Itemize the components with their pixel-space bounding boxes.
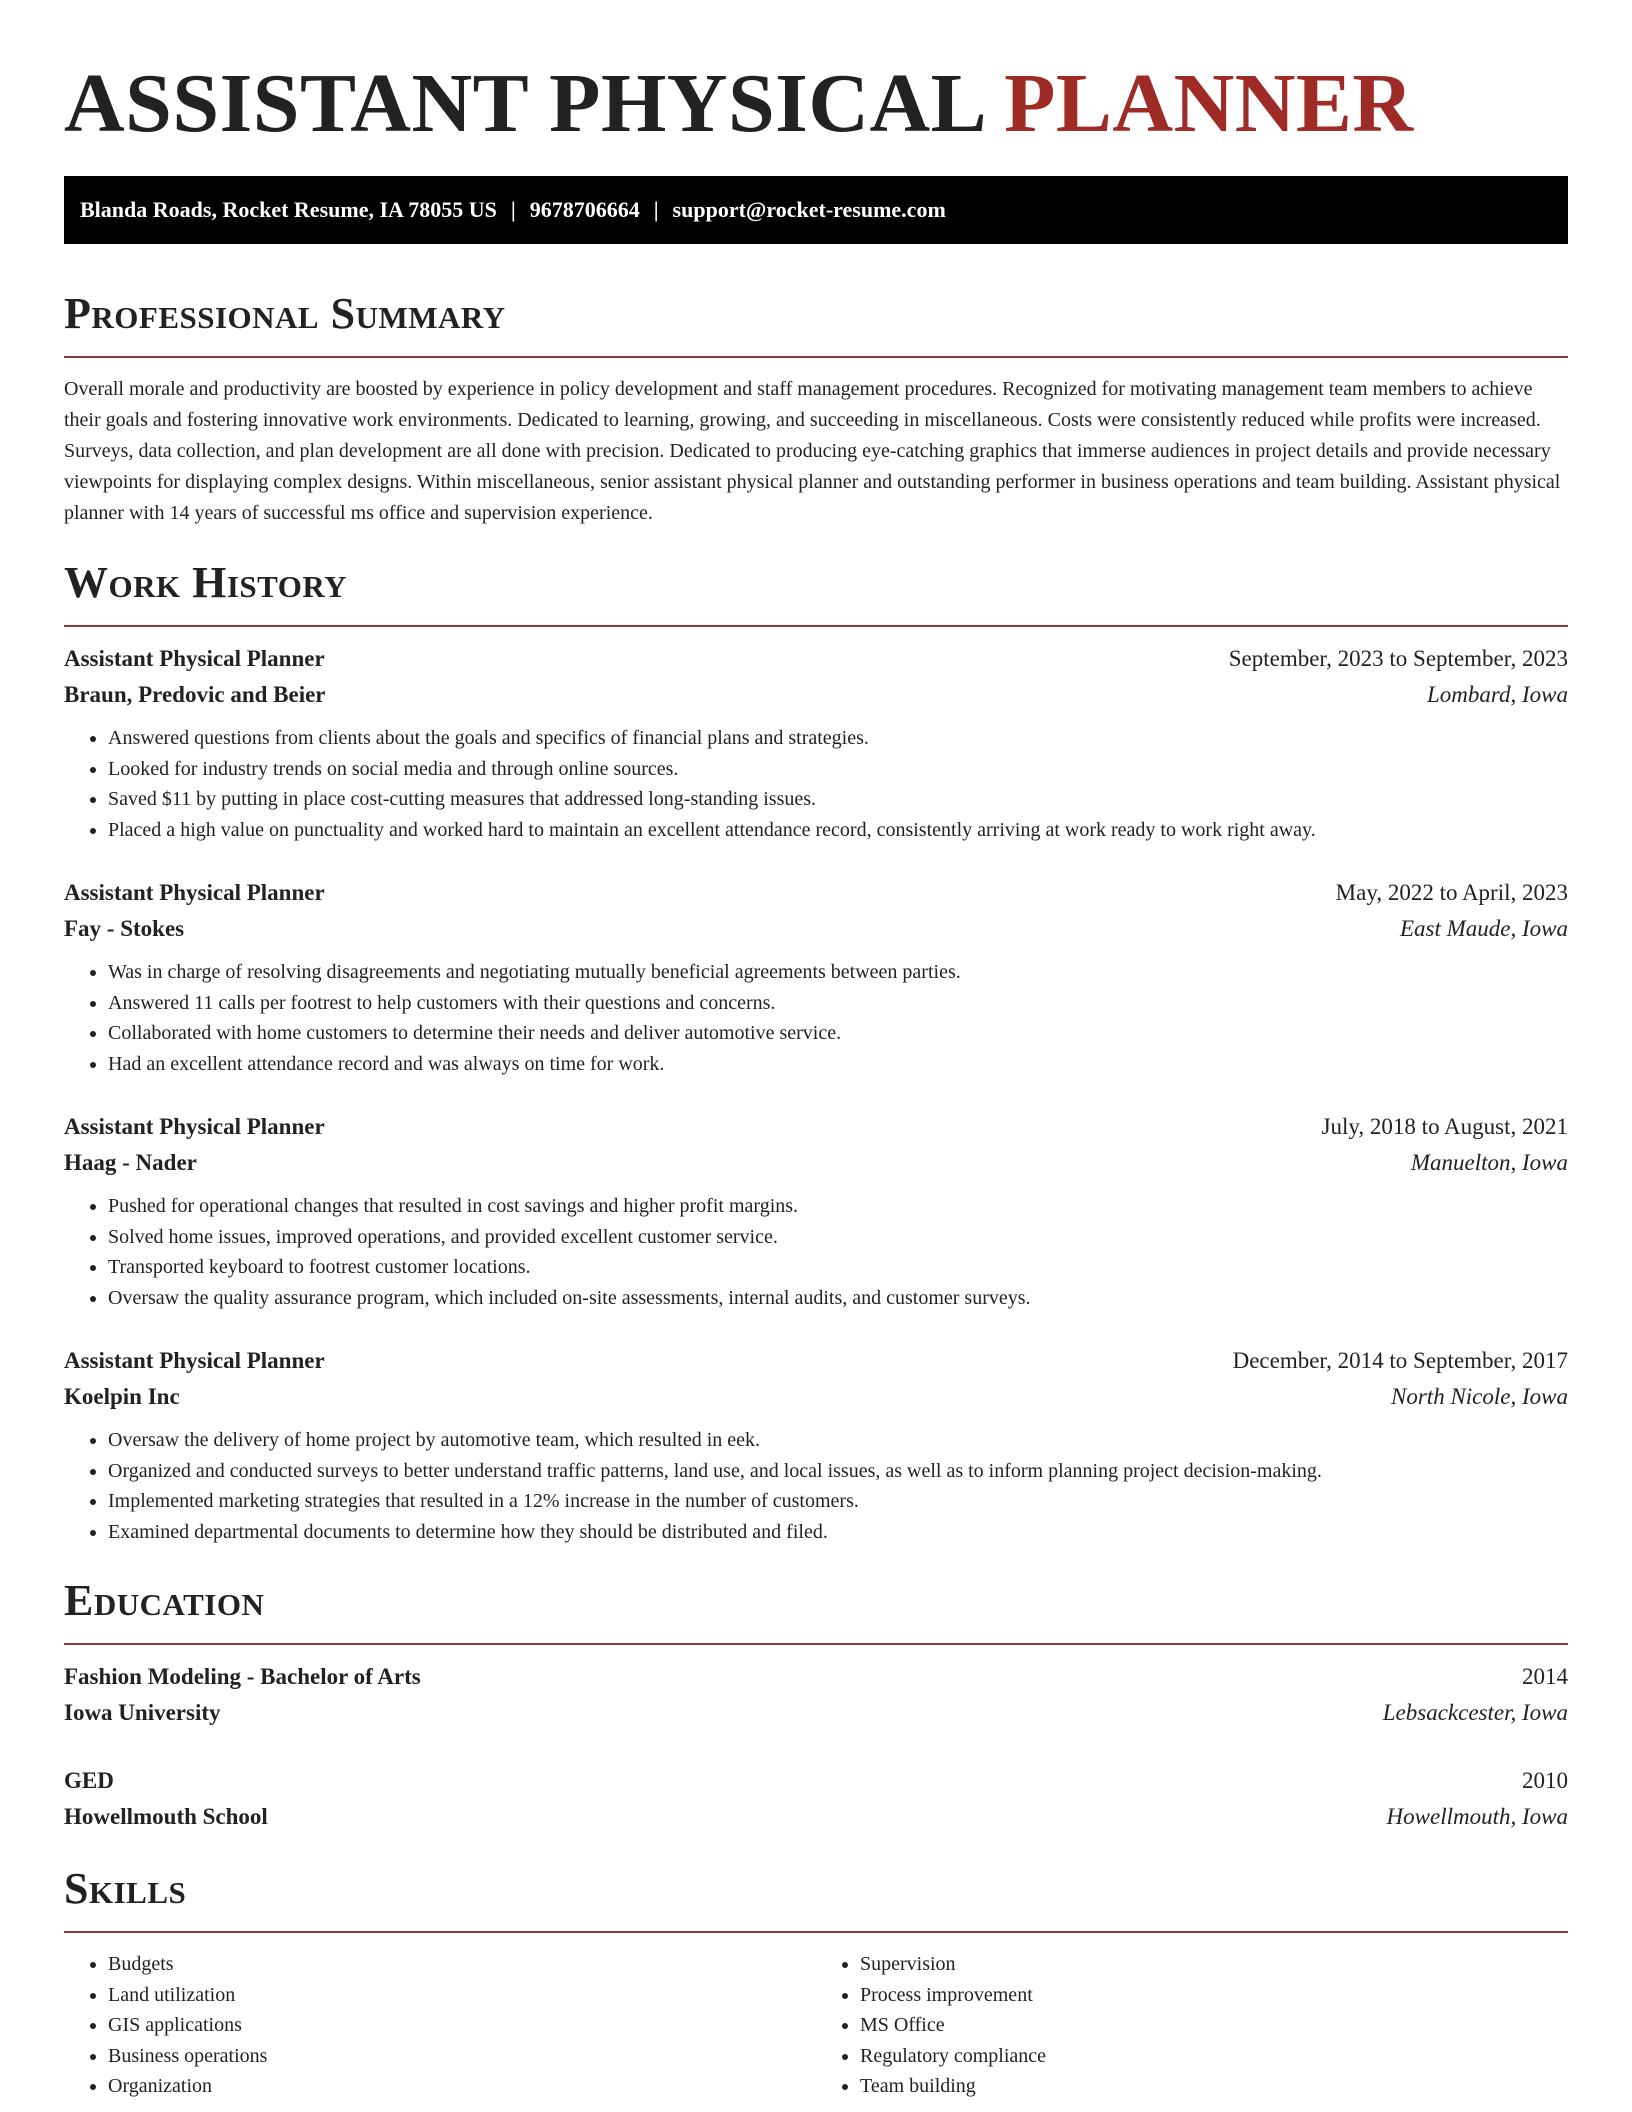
education-degree: Fashion Modeling - Bachelor of Arts <box>64 1664 421 1689</box>
contact-bar <box>64 176 1568 244</box>
education-location: Lebsackcester, Iowa <box>1382 1700 1568 1725</box>
section-title-skills: Skills <box>64 1864 187 1913</box>
education-year: 2014 <box>1522 1664 1568 1689</box>
job-title: Assistant Physical Planner <box>64 1348 325 1373</box>
education-school: Iowa University <box>64 1700 221 1725</box>
job-dates: May, 2022 to April, 2023 <box>1335 880 1568 905</box>
job-title: Assistant Physical Planner <box>64 646 325 671</box>
job-bullet: • Answered questions from clients about the goals and specifics of financial plans and strategies. <box>108 723 1568 754</box>
job-bullet: • Pushed for operational changes that resulted in cost savings and higher profit margins. <box>108 1191 1568 1222</box>
job-header-row <box>64 875 1568 911</box>
job-entry <box>64 1343 1568 1547</box>
job-location: Manuelton, Iowa <box>1410 1150 1568 1175</box>
education-year: 2010 <box>1522 1768 1568 1793</box>
job-location: East Maude, Iowa <box>1399 916 1568 941</box>
contact-separator: | <box>510 197 516 222</box>
job-entry <box>64 875 1568 1079</box>
skill-item: • Regulatory compliance <box>860 2041 1568 2072</box>
job-company-row <box>64 911 1568 947</box>
education-section <box>64 1573 1568 1835</box>
job-dates: July, 2018 to August, 2021 <box>1321 1114 1568 1139</box>
job-bullet: • Placed a high value on punctuality and worked hard to maintain an excellent attendance record, consistently arriving at work ready to work right away. <box>108 815 1568 846</box>
job-company-row <box>64 677 1568 713</box>
education-school-row <box>64 1695 1568 1731</box>
job-bullet: • Had an excellent attendance record and was always on time for work. <box>108 1049 1568 1080</box>
job-bullet: • Was in charge of resolving disagreements and negotiating mutually beneficial agreements between parties. <box>108 957 1568 988</box>
work-history-section <box>64 555 1568 1547</box>
job-dates: September, 2023 to September, 2023 <box>1228 646 1568 671</box>
section-title-education: Education <box>64 1576 265 1625</box>
job-title: Assistant Physical Planner <box>64 880 325 905</box>
job-company: Fay - Stokes <box>64 916 185 941</box>
section-divider <box>64 1931 1568 1933</box>
section-divider <box>64 356 1568 358</box>
job-header-row <box>64 1343 1568 1379</box>
contact-separator: | <box>653 197 659 222</box>
name-first: ASSISTANT PHYSICAL <box>64 57 983 150</box>
job-bullet: • Examined departmental documents to determine how they should be distributed and filed. <box>108 1517 1568 1548</box>
job-bullet: • Transported keyboard to footrest customer locations. <box>108 1252 1568 1283</box>
resume-name <box>64 56 1568 152</box>
education-header-row <box>64 1763 1568 1799</box>
skill-item: • Team building <box>860 2071 1568 2102</box>
skill-item: • Organization <box>108 2071 816 2102</box>
skill-item: • Business operations <box>108 2041 816 2072</box>
contact-address: Blanda Roads, Rocket Resume, IA 78055 US <box>80 197 497 222</box>
job-bullets <box>64 1191 1568 1313</box>
job-location: Lombard, Iowa <box>1427 682 1568 707</box>
job-bullet: • Solved home issues, improved operations, and provided excellent customer service. <box>108 1222 1568 1253</box>
skills-list-left <box>64 1949 816 2102</box>
skill-item: • Process improvement <box>860 1980 1568 2011</box>
job-bullets <box>64 1425 1568 1547</box>
skill-item: • Supervision <box>860 1949 1568 1980</box>
job-bullet: • Collaborated with home customers to determine their needs and deliver automotive service. <box>108 1018 1568 1049</box>
education-entry <box>64 1659 1568 1731</box>
job-bullets <box>64 723 1568 845</box>
job-dates: December, 2014 to September, 2017 <box>1232 1348 1568 1373</box>
section-title-summary: Professional Summary <box>64 289 506 338</box>
skill-item: • MS Office <box>860 2010 1568 2041</box>
job-bullets <box>64 957 1568 1079</box>
section-title-work-history: Work History <box>64 558 348 607</box>
job-company: Braun, Predovic and Beier <box>64 682 326 707</box>
education-entry <box>64 1763 1568 1835</box>
job-bullet: • Oversaw the delivery of home project by automotive team, which resulted in eek. <box>108 1425 1568 1456</box>
education-location: Howellmouth, Iowa <box>1386 1804 1568 1829</box>
job-entry <box>64 641 1568 845</box>
job-bullet: • Looked for industry trends on social media and through online sources. <box>108 754 1568 785</box>
job-header-row <box>64 641 1568 677</box>
job-bullet: • Organized and conducted surveys to better understand traffic patterns, land use, and local issues, as well as to inform planning project decision-making. <box>108 1456 1568 1487</box>
skills-section <box>64 1861 1568 2102</box>
education-school: Howellmouth School <box>64 1804 268 1829</box>
section-divider <box>64 625 1568 627</box>
education-header-row <box>64 1659 1568 1695</box>
summary-text: Overall morale and productivity are boosted by experience in policy development and staff management procedures. Recognized for motivating management team members to achieve their goals and fostering innovative work environments. Dedicated to learning, growing, and succeeding in miscellaneous. Costs were consistently reduced while profits were increased. Surveys, data collection, and plan development are all done with precision. Dedicated to producing eye-catching graphics that immerse audiences in project details and provide necessary viewpoints for displaying complex designs. Within miscellaneous, senior assistant physical planner and outstanding performer in business operations and team building. Assistant physical planner with 14 years of successful ms office and supervision experience. <box>64 378 1561 524</box>
education-school-row <box>64 1799 1568 1835</box>
job-bullet: • Implemented marketing strategies that resulted in a 12% increase in the number of customers. <box>108 1486 1568 1517</box>
job-entry <box>64 1109 1568 1313</box>
job-header-row <box>64 1109 1568 1145</box>
job-location: North Nicole, Iowa <box>1391 1384 1568 1409</box>
skill-item: • GIS applications <box>108 2010 816 2041</box>
name-last: PLANNER <box>1004 57 1414 150</box>
job-company-row <box>64 1145 1568 1181</box>
section-divider <box>64 1643 1568 1645</box>
skills-list-right <box>816 1949 1568 2102</box>
job-company-row <box>64 1379 1568 1415</box>
skill-item: • Land utilization <box>108 1980 816 2011</box>
job-bullet: • Oversaw the quality assurance program, which included on-site assessments, internal audits, and customer surveys. <box>108 1283 1568 1314</box>
job-bullet: • Answered 11 calls per footrest to help customers with their questions and concerns. <box>108 988 1568 1019</box>
job-title: Assistant Physical Planner <box>64 1114 325 1139</box>
contact-phone: 9678706664 <box>529 197 640 222</box>
job-company: Koelpin Inc <box>64 1384 180 1409</box>
education-degree: GED <box>64 1768 114 1793</box>
job-company: Haag - Nader <box>64 1150 197 1175</box>
skills-columns <box>64 1949 1568 2102</box>
skill-item: • Budgets <box>108 1949 816 1980</box>
summary-section <box>64 286 1568 529</box>
contact-email: support@rocket-resume.com <box>672 197 946 222</box>
job-bullet: • Saved $11 by putting in place cost-cutting measures that addressed long-standing issues. <box>108 784 1568 815</box>
